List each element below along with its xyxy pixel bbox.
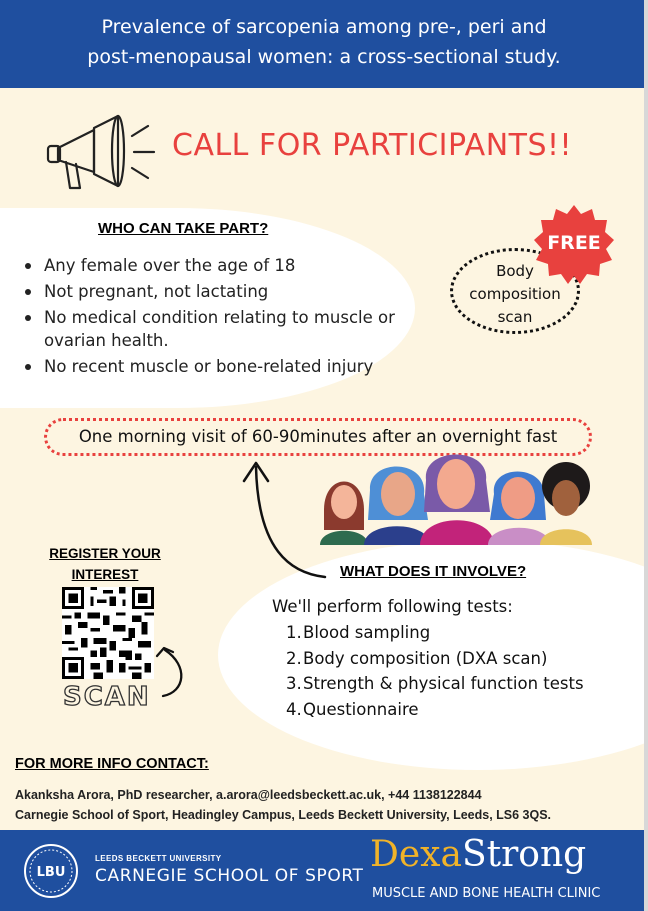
- dexastrong-logo: [370, 834, 586, 875]
- contact-address: Carnegie School of Sport, Headingley Campus, Leeds Beckett University, Leeds, LS6 3QS.: [15, 808, 552, 822]
- eligibility-title: WHO CAN TAKE PART?: [98, 220, 269, 237]
- contact-details: Akanksha Arora, PhD researcher, a.arora@leedsbeckett.ac.uk, +44 1138122844: [15, 788, 482, 802]
- register-interest-label: [30, 543, 180, 585]
- megaphone-icon: [36, 108, 166, 198]
- eligibility-item: Not pregnant, not lactating: [22, 280, 402, 303]
- women-group-illustration: [318, 450, 598, 545]
- qr-code[interactable]: [62, 587, 154, 679]
- register-line: INTEREST: [71, 567, 139, 582]
- body-scan-line: Body: [496, 262, 534, 280]
- contact-title: FOR MORE INFO CONTACT:: [15, 756, 209, 772]
- scan-label: SCAN: [63, 682, 151, 712]
- lbu-logo-icon: [22, 842, 80, 900]
- test-item: [286, 697, 584, 723]
- footer-banner: [0, 830, 648, 911]
- involve-title: WHAT DOES IT INVOLVE?: [340, 563, 527, 580]
- visit-duration-note: One morning visit of 60-90minutes after an overnight fast: [44, 418, 592, 456]
- strong-logo-part: Strong: [461, 834, 587, 875]
- university-name: LEEDS BECKETT UNIVERSITY: [95, 854, 222, 863]
- tests-list: [286, 620, 584, 722]
- eligibility-item: No medical condition relating to muscle or ovarian health.: [22, 306, 402, 352]
- body-scan-line: scan: [497, 308, 533, 326]
- register-line: REGISTER YOUR: [49, 546, 161, 561]
- study-title-line1: Prevalence of sarcopenia among pre-, peri and: [101, 16, 547, 38]
- test-label: Strength & physical function tests: [303, 674, 584, 693]
- test-item: [286, 671, 584, 697]
- page-edge-shadow: [644, 0, 648, 911]
- test-item: [286, 646, 584, 672]
- free-label: FREE: [547, 232, 601, 254]
- school-name: CARNEGIE SCHOOL OF SPORT: [95, 866, 364, 886]
- test-label: Questionnaire: [303, 699, 419, 719]
- test-label: Blood sampling: [303, 623, 431, 642]
- clinic-subtitle: MUSCLE AND BONE HEALTH CLINIC: [372, 886, 601, 901]
- eligibility-item: No recent muscle or bone-related injury: [22, 355, 402, 378]
- study-title-line2: post-menopausal women: a cross-sectional study.: [87, 46, 561, 68]
- scan-arrow-icon: [155, 640, 195, 700]
- curved-arrow-icon: [230, 455, 330, 585]
- test-number: 1.: [286, 623, 302, 642]
- eligibility-item: Any female over the age of 18: [22, 254, 402, 277]
- header-banner: [0, 0, 648, 88]
- test-item: [286, 620, 584, 646]
- eligibility-list: [22, 254, 402, 381]
- test-number: 2.: [286, 648, 302, 668]
- lbu-logo-text: LBU: [36, 865, 66, 880]
- test-number: 4.: [286, 699, 302, 719]
- test-number: 3.: [286, 674, 302, 693]
- body-scan-line: composition: [469, 285, 561, 303]
- dexa-logo-part: Dexa: [370, 834, 462, 875]
- tests-intro: We'll perform following tests:: [272, 597, 513, 616]
- call-for-participants-heading: CALL FOR PARTICIPANTS!!: [172, 128, 573, 163]
- test-label: Body composition (DXA scan): [303, 648, 548, 668]
